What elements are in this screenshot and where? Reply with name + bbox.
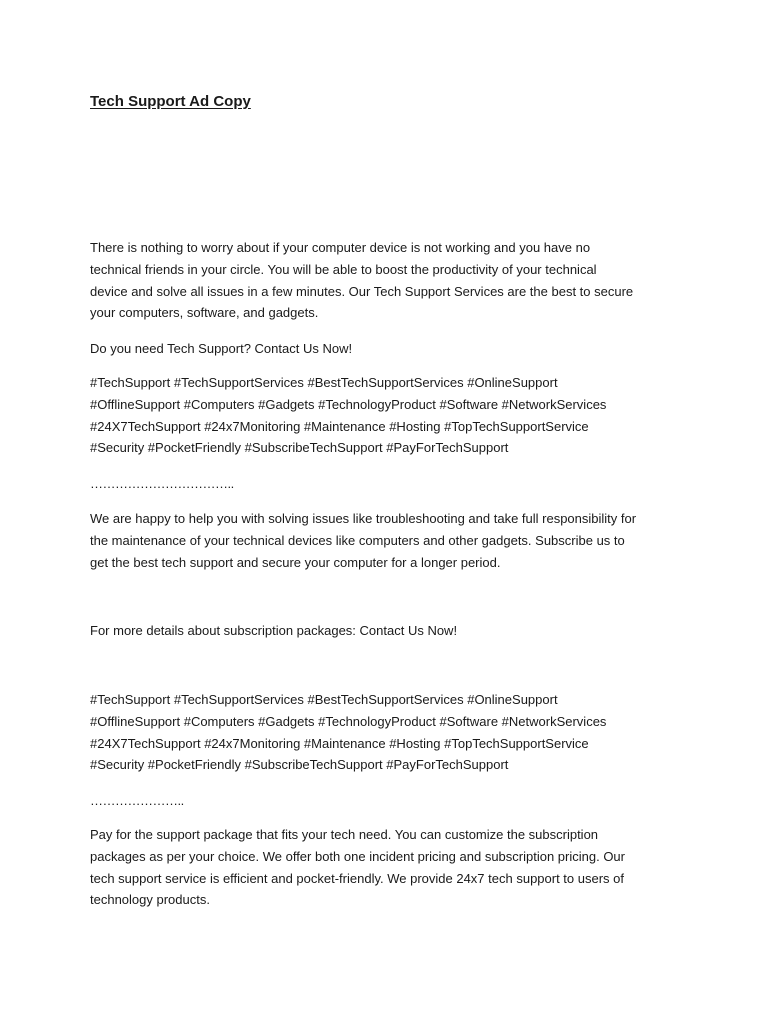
separator-dots-2: ………………….. bbox=[90, 793, 184, 808]
hashtag-line: #Security #PocketFriendly #SubscribeTechSupport #PayForTechSupport bbox=[90, 440, 509, 456]
intro-paragraph bbox=[90, 237, 690, 324]
hashtag-line: #24X7TechSupport #24x7Monitoring #Maintenance #Hosting #TopTechSupportService bbox=[90, 418, 589, 434]
hashtag-line: #24X7TechSupport #24x7Monitoring #Maintenance #Hosting #TopTechSupportService bbox=[90, 735, 589, 751]
support-line: We are happy to help you with solving issues like troubleshooting and take full responsibility for bbox=[90, 511, 637, 526]
hashtag-line: #OfflineSupport #Computers #Gadgets #TechnologyProduct #Software #NetworkServices bbox=[90, 396, 607, 412]
cta-contact-1 bbox=[90, 338, 690, 360]
intro-line: device and solve all issues in a few minutes. Our Tech Support Services are the best to secure bbox=[90, 283, 634, 299]
hashtag-line: #Security #PocketFriendly #SubscribeTechSupport #PayForTechSupport bbox=[90, 757, 509, 773]
intro-line: your computers, software, and gadgets. bbox=[90, 305, 319, 321]
document-title: Tech Support Ad Copy bbox=[90, 93, 251, 110]
hashtag-line: #OfflineSupport #Computers #Gadgets #TechnologyProduct #Software #NetworkServices bbox=[90, 713, 607, 729]
pricing-line: tech support service is efficient and pocket-friendly. We provide 24x7 tech support to users of bbox=[90, 870, 625, 886]
support-line: get the best tech support and secure your computer for a longer period. bbox=[90, 554, 501, 570]
pricing-line: Pay for the support package that fits your tech need. You can customize the subscription bbox=[90, 827, 599, 842]
cta-text: Do you need Tech Support? Contact Us Now! bbox=[90, 341, 353, 356]
support-paragraph bbox=[90, 508, 690, 573]
hashtag-line: #TechSupport #TechSupportServices #BestTechSupportServices #OnlineSupport bbox=[90, 692, 558, 707]
pricing-line: packages as per your choice. We offer both one incident pricing and subscription pricing. Our bbox=[90, 848, 625, 864]
support-line: the maintenance of your technical devices like computers and other gadgets. Subscribe us to bbox=[90, 532, 625, 548]
separator-dots-1: …………………………….. bbox=[90, 476, 234, 491]
pricing-line: technology products. bbox=[90, 892, 210, 908]
cta-contact-2 bbox=[90, 620, 690, 642]
intro-line: technical friends in your circle. You will be able to boost the productivity of your technical bbox=[90, 261, 597, 277]
pricing-paragraph bbox=[90, 824, 690, 911]
hashtags-block-2 bbox=[90, 689, 690, 776]
hashtags-block-1 bbox=[90, 372, 690, 459]
intro-line: There is nothing to worry about if your computer device is not working and you have no bbox=[90, 240, 591, 255]
hashtag-line: #TechSupport #TechSupportServices #BestTechSupportServices #OnlineSupport bbox=[90, 375, 558, 390]
cta-text: For more details about subscription packages: Contact Us Now! bbox=[90, 623, 458, 638]
